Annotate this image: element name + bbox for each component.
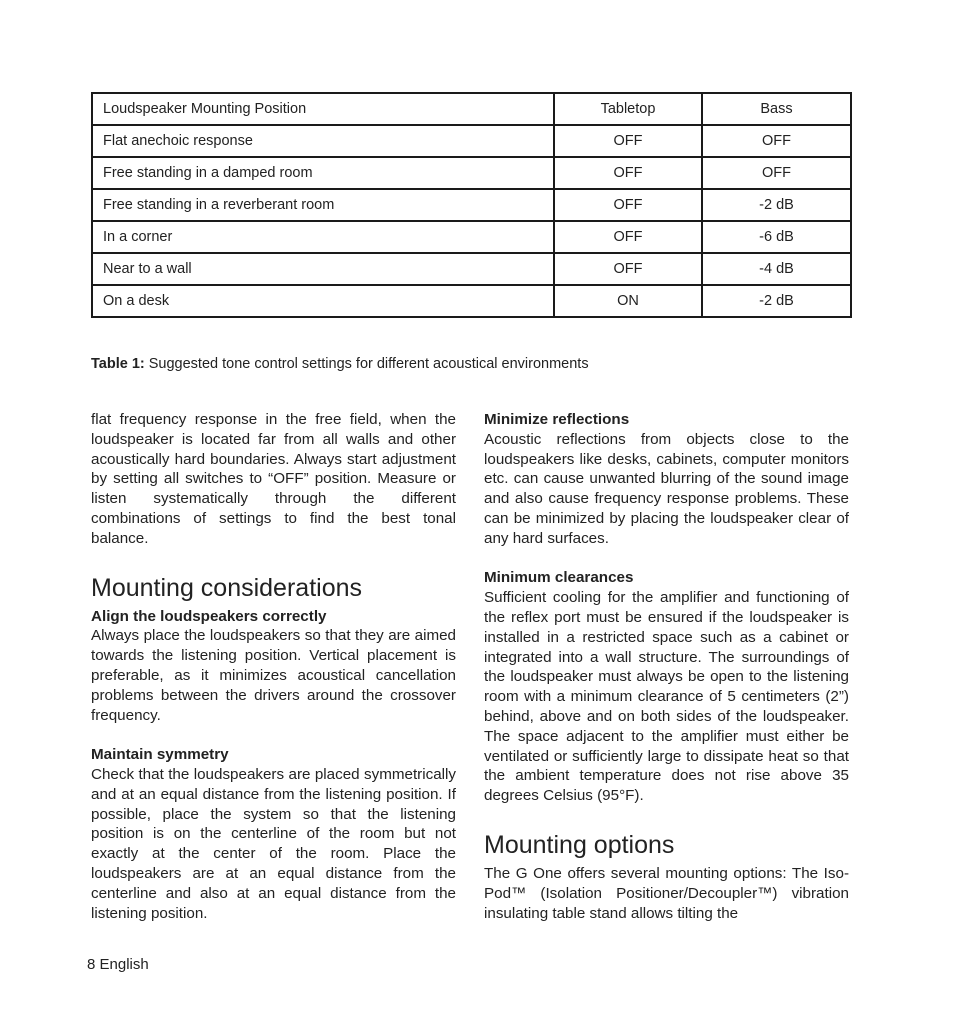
table-cell: OFF: [554, 221, 702, 253]
reflections-heading: Minimize reflections: [484, 411, 630, 428]
options-paragraph: The G One offers several mounting options: The Iso-Pod™ (Isolation Positioner/Decoupler™) vibration insulating table stand allows tilting the: [484, 864, 849, 922]
right-column: [484, 410, 849, 923]
symmetry-paragraph: Check that the loudspeakers are placed symmetrically and at an equal distance from the listening position. If possible, place the system so that the listening position is on the centerline of the room but not exactly at the center of the room. Place the loudspeakers are at an equal distance from the centerline and also at an equal distance from the listening position.: [91, 765, 456, 922]
table-header-cell: Loudspeaker Mounting Position: [92, 93, 554, 125]
table-cell: Near to a wall: [92, 253, 554, 285]
table-cell: OFF: [554, 157, 702, 189]
align-heading: Align the loudspeakers correctly: [91, 607, 327, 625]
table-cell: -2 dB: [702, 285, 851, 317]
table-cell: OFF: [702, 125, 851, 157]
table-cell: OFF: [554, 253, 702, 285]
table-header-row: [92, 93, 851, 125]
table-caption-label: Table 1:: [91, 356, 145, 372]
table-row: [92, 221, 851, 253]
table-caption-text: Suggested tone control settings for different acoustical environments: [144, 356, 589, 372]
table-cell: OFF: [554, 189, 702, 221]
table-row: [92, 189, 851, 221]
table-cell: -6 dB: [702, 221, 851, 253]
intro-paragraph: flat frequency response in the free field, when the loudspeaker is located far from all walls and other acoustically hard boundaries. Always start adjustment by setting all switches to “OFF” position. Measure or listen systematically through the different combinations of settings to find the best tonal balance.: [91, 411, 456, 547]
table-cell: In a corner: [92, 221, 554, 253]
table-header-cell: Tabletop: [554, 93, 702, 125]
table-cell: ON: [554, 285, 702, 317]
table-cell: -4 dB: [702, 253, 851, 285]
table-cell: OFF: [554, 125, 702, 157]
left-column: [91, 410, 456, 923]
mounting-considerations-heading: Mounting considerations: [91, 573, 362, 602]
tone-settings-table: [91, 92, 852, 318]
table-row: [92, 157, 851, 189]
table-row: [92, 285, 851, 317]
table-cell: Free standing in a damped room: [92, 157, 554, 189]
table-caption: [91, 356, 589, 372]
table-cell: Flat anechoic response: [92, 125, 554, 157]
table-row: [92, 253, 851, 285]
table-row: [92, 125, 851, 157]
clearances-paragraph: Sufficient cooling for the amplifier and functioning of the reflex port must be ensured if the loudspeaker is installed in a restricted space such as a cabinet or integrated into a wall structure. The surroundings of the loudspeaker must always be open to the listening room with a minimum clearance of 5 centimeters (2”) behind, above and on both sides of the loudspeaker. The space adjacent to the amplifier must either be ventilated or sufficiently large to dissipate heat so that the ambient temperature does not rise above 35 degrees Celsius (95°F).: [484, 589, 849, 805]
table-cell: OFF: [702, 157, 851, 189]
table-cell: On a desk: [92, 285, 554, 317]
reflections-paragraph: Acoustic reflections from objects close to the loudspeakers like desks, cabinets, computer monitors etc. can cause unwanted blurring of the sound image and also cause frequency response problems. These can be minimized by placing the loudspeaker clear of any hard surfaces.: [484, 430, 849, 547]
page-footer: 8 English: [87, 956, 149, 973]
mounting-options-heading: Mounting options: [484, 830, 675, 859]
table-header-cell: Bass: [702, 93, 851, 125]
table-cell: -2 dB: [702, 189, 851, 221]
align-paragraph: Always place the loudspeakers so that they are aimed towards the listening position. Vertical placement is preferable, as it minimizes acoustical cancellation problems between the drivers around the crossover frequency.: [91, 627, 456, 724]
symmetry-heading: Maintain symmetry: [91, 746, 229, 764]
clearances-heading: Minimum clearances: [484, 569, 634, 587]
table-cell: Free standing in a reverberant room: [92, 189, 554, 221]
